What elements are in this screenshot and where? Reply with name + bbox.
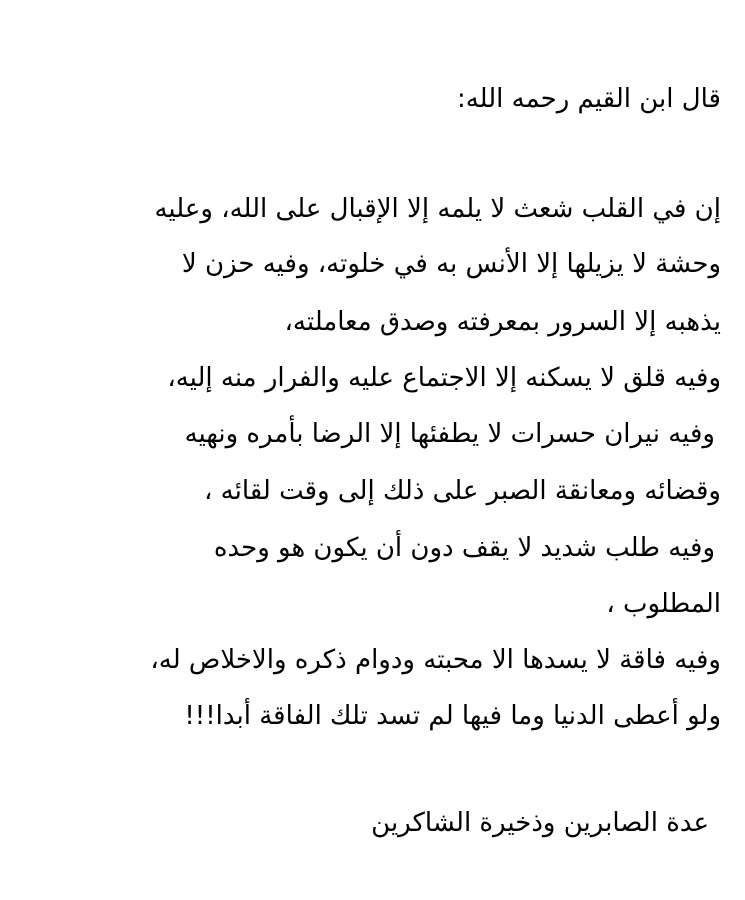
quote-line: وفيه نيران حسرات لا يطفئها إلا الرضا بأمره ونهيه (184, 419, 715, 449)
source-title: عدة الصابرين وذخيرة الشاكرين (371, 808, 709, 838)
quote-line: وقضائه ومعانقة الصبر على ذلك إلى وقت لقائه ، (203, 476, 721, 506)
quote-heading: قال ابن القيم رحمه الله: (456, 84, 721, 114)
quote-line: المطلوب ، (606, 589, 721, 619)
quote-line: وفيه قلق لا يسكنه إلا الاجتماع عليه والفرار منه إليه، (167, 363, 721, 393)
quote-line: وفيه طلب شديد لا يقف دون أن يكون هو وحده (213, 533, 715, 563)
quote-line: يذهبه إلا السرور بمعرفته وصدق معاملته، (284, 307, 721, 337)
quote-line: ولو أعطى الدنيا وما فيها لم تسد تلك الفاقة أبدا!!! (184, 701, 721, 731)
quote-line: وحشة لا يزيلها إلا الأنس به في خلوته، وفيه حزن لا (181, 249, 721, 279)
quote-line: إن في القلب شعث لا يلمه إلا الإقبال على الله، وعليه (154, 194, 721, 224)
quote-line: وفيه فاقة لا يسدها الا محبته ودوام ذكره والاخلاص له، (150, 645, 721, 675)
